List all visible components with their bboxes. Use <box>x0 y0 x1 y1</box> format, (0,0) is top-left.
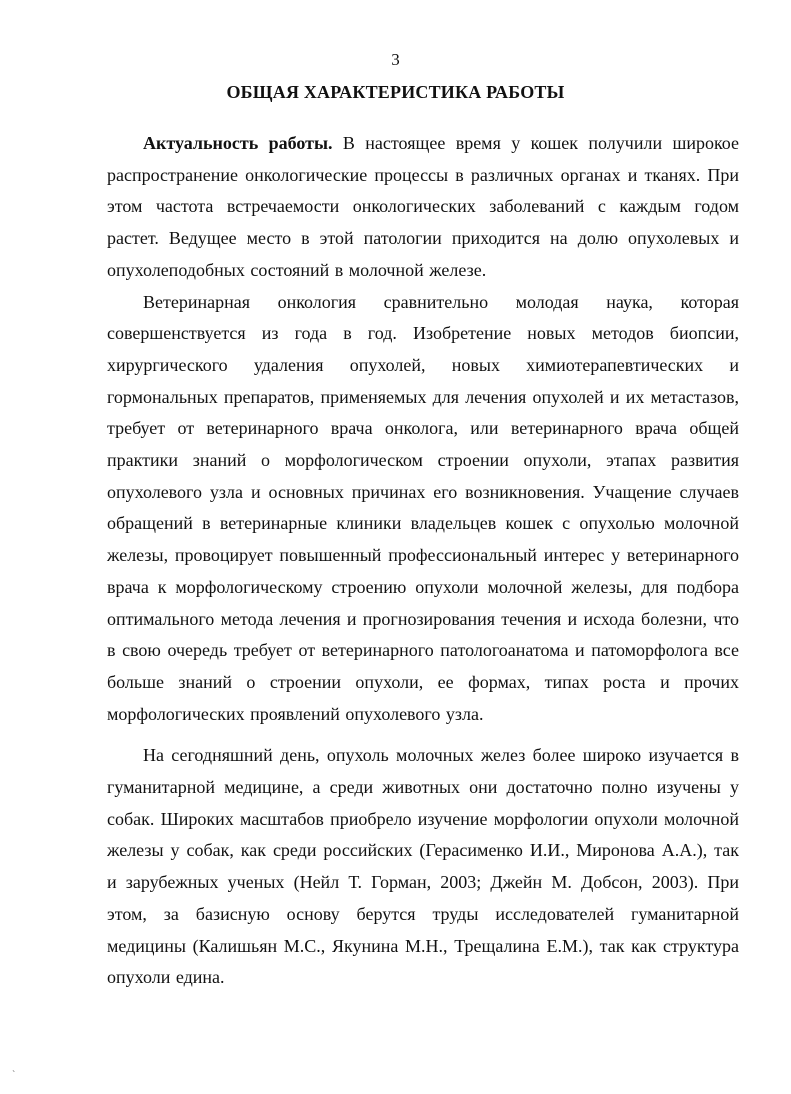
page-number: 3 <box>391 50 400 69</box>
document-body <box>107 128 739 994</box>
scan-artifact-mark: ` <box>12 1070 16 1081</box>
paragraph-relevance <box>107 128 739 287</box>
relevance-text: В настоящее время у кошек получили широкое распространение онкологические процессы в различных органах и тканях. При этом частота встречаемости онкологических заболеваний с каждым годом растет. Ведущее место в этой патологии приходится на долю опухолевых и опухолеподобных состояний в молочной железе. <box>107 133 739 280</box>
page-title: ОБЩАЯ ХАРАКТЕРИСТИКА РАБОТЫ <box>226 82 565 102</box>
paragraph-current-research: На сегодняшний день, опухоль молочных желез более широко изучается в гуманитарной медицине, а среди животных они достаточно полно изучены у собак. Широких масштабов приобрело изучение морфологии опухоли молочной железы у собак, как среди российских (Герасименко И.И., Миронова А.А.), так и зарубежных ученых (Нейл Т. Горман, 2003; Джейн М. Добсон, 2003). При этом, за базисную основу берутся труды исследователей гуманитарной медицины (Калишьян М.С., Якунина М.Н., Трещалина Е.М.), так как структура опухоли едина. <box>107 745 739 988</box>
paragraph-veterinary-oncology: Ветеринарная онкология сравнительно молодая наука, которая совершенствуется из года в год. Изобретение новых методов биопсии, хирургического удаления опухолей, новых химиотерапевтических и гормональных препаратов, применяемых для лечения опухолей и их метастазов, требует от ветеринарного врача онколога, или ветеринарного врача общей практики знаний о морфологическом строении опухоли, этапах развития опухолевого узла и основных причинах его возникновения. Учащение случаев обращений в ветеринарные клиники владельцев кошек с опухолью молочной железы, провоцирует повышенный профессиональный интерес у ветеринарного врача к морфологическому строению опухоли молочной железы, для подбора оптимального метода лечения и прогнозирования течения и исхода болезни, что в свою очередь требует от ветеринарного патологоанатома и патоморфолога все больше знаний о строении опухоли, ее формах, типах роста и прочих морфологических проявлений опухолевого узла. <box>107 291 739 724</box>
relevance-label: Актуальность работы. <box>143 133 333 153</box>
